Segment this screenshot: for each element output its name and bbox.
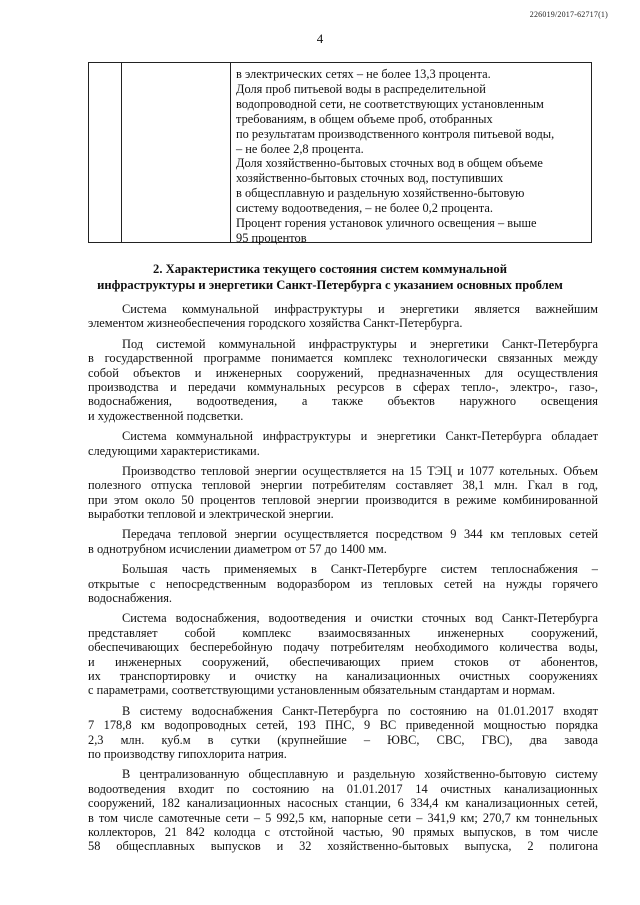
table-cell-line: Доля проб питьевой воды в распределительной [236, 81, 486, 96]
paragraph-line: В систему водоснабжения Санкт-Петербурга по состоянию на 01.01.2017 входят [122, 703, 598, 718]
section-body [88, 302, 598, 860]
paragraph-line: и инженерных сооружений, обеспечивающих прием стоков от абонентов, [88, 654, 598, 669]
paragraph [88, 767, 598, 853]
table-divider [230, 63, 231, 242]
table-cell-line: в общесплавную и раздельную хозяйственно-бытовую [236, 186, 525, 201]
paragraph-line: В централизованную общесплавную и раздельную хозяйственно-бытовую систему [122, 767, 598, 782]
table-cell-line: систему водоотведения, – не более 0,2 процента. [236, 201, 493, 216]
table-cell-indicators [236, 67, 588, 246]
paragraph-line: и художественной подсветки. [88, 408, 244, 423]
paragraph-line: выработки тепловой и электрической энергии. [88, 507, 334, 522]
indicators-table [88, 62, 592, 243]
paragraph-line: обеспечивающих бесперебойную подачу потребителям необходимого количества воды, [88, 640, 598, 655]
paragraph-line: Система коммунальной инфраструктуры и энергетики Санкт-Петербурга обладает [122, 429, 598, 444]
table-cell-line: хозяйственно-бытовых сточных вод, поступивших [236, 171, 504, 186]
table-cell-line: 95 процентов [236, 230, 307, 245]
paragraph-line: сооружений, 182 канализационных насосных станции, 6 334,4 км канализационных сетей, [88, 796, 598, 811]
paragraph-line: Передача тепловой энергии осуществляется посредством 9 344 км тепловых сетей [122, 527, 598, 542]
paragraph-line: собой объектов и инженерных сооружений, предназначенных для осуществления [88, 365, 598, 380]
paragraph-line: в том числе самотечные сети – 5 992,5 км, напорные сети – 341,9 км; 270,7 км тоннельных [88, 810, 598, 825]
table-cell-line: в электрических сетях – не более 13,3 процента. [236, 67, 491, 81]
paragraph-line: Большая часть применяемых в Санкт-Петербурге систем теплоснабжения – [122, 562, 598, 577]
table-cell-line: Доля хозяйственно-бытовых сточных вод в общем объеме [236, 156, 543, 171]
table-cell-line: по результатам производственного контроля питьевой воды, [236, 126, 555, 141]
table-cell-line: – не более 2,8 процента. [236, 141, 364, 156]
section-heading [70, 262, 590, 293]
table-cell-line: Процент горения установок уличного освещения – выше [236, 216, 537, 231]
heading-line: 2. Характеристика текущего состояния систем коммунальной [153, 262, 507, 276]
document-id: 226019/2017-62717(1) [529, 10, 608, 19]
table-cell-line: водопроводной сети, не соответствующих установленным [236, 96, 544, 111]
paragraph-line: Система водоснабжения, водоотведения и очистки сточных вод Санкт-Петербурга [122, 611, 598, 626]
paragraph [88, 562, 598, 605]
paragraph-line: с параметрами, соответствующими установленным обязательным стандартам и нормам. [88, 683, 556, 698]
paragraph-line: элементом жизнеобеспечения городского хозяйства Санкт-Петербурга. [88, 316, 463, 331]
paragraph-line: водоснабжения, водоотведения, а также объектов наружного освещения [88, 394, 598, 409]
paragraph-line: их транспортировку и очистку на канализационных очистных сооружениях [88, 668, 598, 683]
paragraph [88, 464, 598, 522]
paragraph [88, 302, 598, 331]
paragraph [88, 337, 598, 423]
paragraph-line: открытые с непосредственным водоразбором из тепловых сетей на нужды горячего [88, 576, 598, 591]
page-number: 4 [316, 31, 324, 46]
paragraph-line: по производству гипохлорита натрия. [88, 746, 287, 761]
paragraph-line: Система коммунальной инфраструктуры и энергетики является важнейшим [122, 302, 598, 316]
paragraph [88, 611, 598, 697]
paragraph-line: водоснабжения. [88, 591, 172, 606]
heading-line: инфраструктуры и энергетики Санкт-Петербурга с указанием основных проблем [97, 277, 563, 292]
paragraph-line: 2,3 млн. куб.м в сутки (крупнейшие – ЮВС, СВС, ГВС), два завода [88, 732, 598, 747]
table-divider [121, 63, 122, 242]
paragraph-line: водоотведения входит по состоянию на 01.01.2017 14 очистных канализационных [88, 781, 598, 796]
table-cell-line: требованиям, в общем объеме проб, отобранных [236, 111, 493, 126]
paragraph-line: полезного отпуска тепловой энергии потребителям составляет 38,1 млн. Гкал в год, [88, 478, 598, 493]
paragraph-line: в однотрубном исчислении диаметром от 57 до 1400 мм. [88, 541, 387, 556]
paragraph [88, 704, 598, 762]
paragraph [88, 527, 598, 556]
paragraph-line: при этом около 50 процентов тепловой энергии производится в режиме комбинированной [88, 492, 598, 507]
paragraph-line: следующими характеристиками. [88, 443, 260, 458]
paragraph-line: производства и передачи коммунальных ресурсов в сферах тепло-, электро-, газо-, [88, 379, 598, 394]
paragraph-line: Производство тепловой энергии осуществляется на 15 ТЭЦ и 1077 котельных. Объем [122, 463, 598, 478]
paragraph-line: Под системой коммунальной инфраструктуры и энергетики Санкт-Петербурга [122, 336, 598, 351]
paragraph-line: коллекторов, 21 842 колодца с отстойной частью, 90 прямых выпусков, в том числе [88, 824, 598, 839]
paragraph-line: в государственной программе понимается комплекс технологически связанных между [88, 351, 598, 366]
paragraph-line: 7 178,8 км водопроводных сетей, 193 ПНС, 9 ВС приведенной мощностью порядка [88, 718, 598, 733]
paragraph-line: представляет собой комплекс взаимосвязанных инженерных сооружений, [88, 625, 598, 640]
paragraph [88, 429, 598, 458]
paragraph-line: 58 общесплавных выпусков и 32 хозяйственно-бытовых выпуска, 2 полигона [88, 839, 598, 854]
